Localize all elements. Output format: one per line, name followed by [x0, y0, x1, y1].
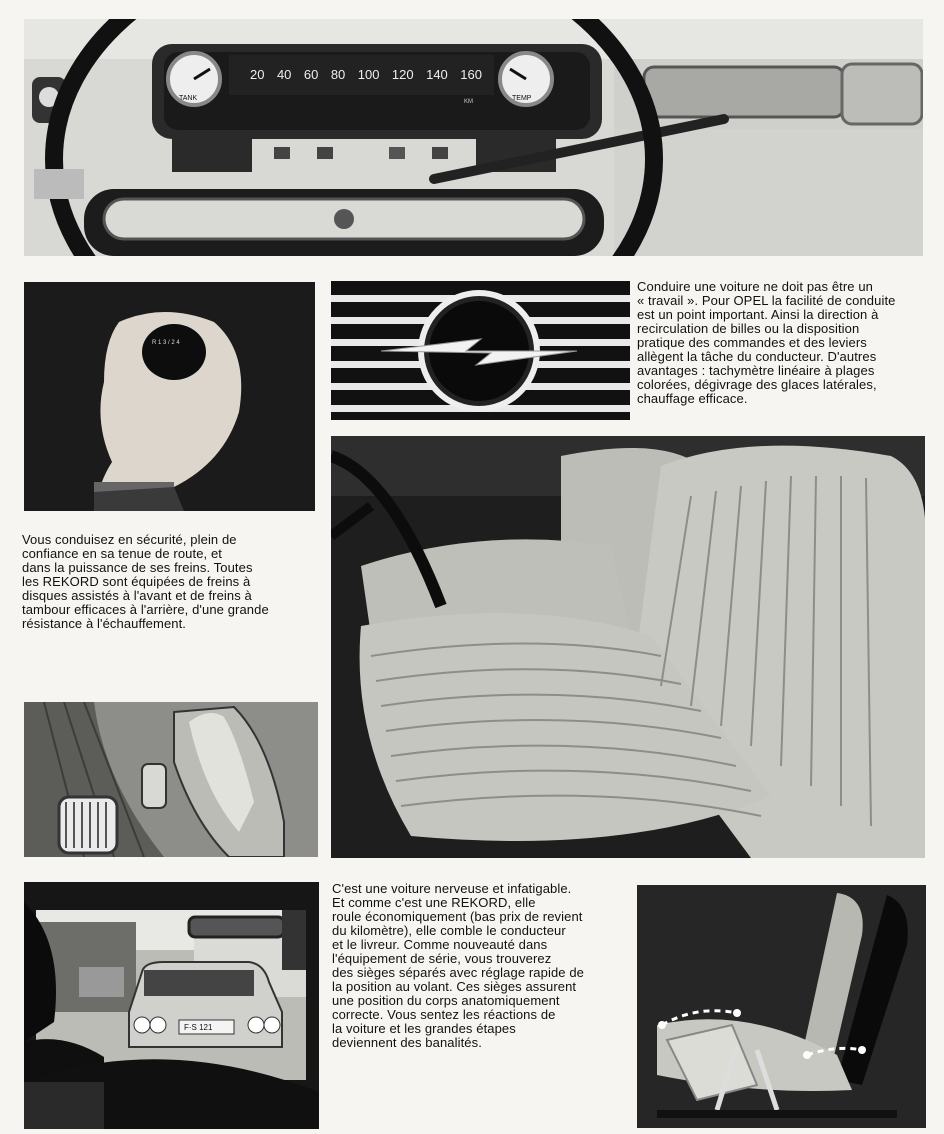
text-line: Conduire une voiture ne doit pas être un: [637, 279, 873, 294]
text-line: chauffage efficace.: [637, 391, 748, 406]
seat-adjustment-diagram: [637, 885, 926, 1128]
license-plate: F·S 121: [184, 1023, 213, 1032]
text-line: du kilomètre), elle comble le conducteur: [332, 923, 566, 938]
grille-logo-photo: [331, 281, 630, 420]
speedometer-tick: 80: [330, 67, 346, 82]
text-line: allègent la tâche du conducteur. D'autres: [637, 349, 877, 364]
text-line: et le livreur. Comme nouveauté dans: [332, 937, 548, 952]
text-line: l'équipement de série, vous trouverez: [332, 951, 552, 966]
text-line: avantages : tachymètre linéaire à plages: [637, 363, 875, 378]
dashboard-photo: [24, 19, 923, 256]
street-view-photo: [24, 882, 319, 1129]
text-line: dans la puissance de ses freins. Toutes: [22, 560, 253, 575]
speedometer-tick: 140: [426, 67, 448, 82]
safety-paragraph: [22, 533, 322, 631]
convenience-paragraph: [637, 280, 929, 406]
speedometer-tick: 120: [391, 67, 414, 82]
text-line: résistance à l'échauffement.: [22, 616, 187, 631]
text-line: « travail ». Pour OPEL la facilité de conduite: [637, 293, 896, 308]
speedometer-tick: 40: [276, 67, 292, 82]
seats-photo: [331, 436, 925, 858]
text-line: les REKORD sont équipées de freins à: [22, 574, 251, 589]
text-line: confiance en sa tenue de route, et: [22, 546, 222, 561]
text-line: des sièges séparés avec réglage rapide de: [332, 965, 584, 980]
text-line: la position au volant. Ces sièges assurent: [332, 979, 577, 994]
gear-pattern-label: R 1 3 / 2 4: [152, 340, 180, 346]
text-line: Vous conduisez en sécurité, plein de: [22, 532, 237, 547]
speedometer-tick: 60: [303, 67, 319, 82]
speedometer-tick: 100: [357, 67, 380, 82]
text-line: tambour efficaces à l'arrière, d'une grande: [22, 602, 269, 617]
economy-paragraph: [332, 882, 624, 1050]
speedometer-tick: 20: [250, 67, 265, 82]
speedometer-unit: KM: [464, 99, 473, 105]
text-line: roule économiquement (bas prix de revient: [332, 909, 583, 924]
text-line: Et comme c'est une REKORD, elle: [332, 895, 536, 910]
text-line: colorées, dégivrage des glaces latérales,: [637, 377, 877, 392]
speedometer-scale: [250, 67, 482, 82]
pedals-photo: [24, 702, 318, 857]
text-line: pratique des commandes et des leviers: [637, 335, 867, 350]
text-line: recirculation de billes ou la disposition: [637, 321, 860, 336]
tank-gauge-label: TANK: [179, 95, 198, 102]
text-line: la voiture et les grandes étapes: [332, 1021, 516, 1036]
text-line: correcte. Vous sentez les réactions de: [332, 1007, 556, 1022]
text-line: deviennent des banalités.: [332, 1035, 482, 1050]
text-line: est un point important. Ainsi la direction à: [637, 307, 879, 322]
text-line: une position du corps anatomiquement: [332, 993, 560, 1008]
temp-gauge-label: TEMP: [512, 95, 532, 102]
speedometer-tick: 160: [460, 67, 482, 82]
text-line: disques assistés à l'avant et de freins à: [22, 588, 252, 603]
text-line: C'est une voiture nerveuse et infatigable.: [332, 881, 572, 896]
gear-shift-photo: [24, 282, 315, 511]
